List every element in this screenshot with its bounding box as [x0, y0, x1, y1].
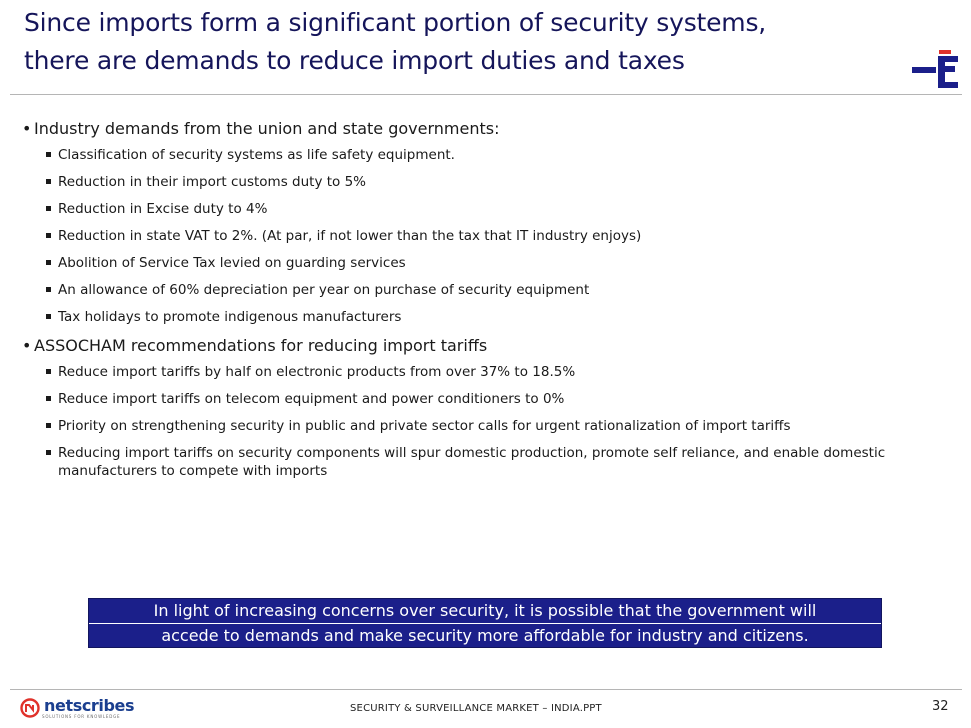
section-heading: • Industry demands from the union and state governments: — [22, 119, 500, 138]
square-bullet-icon — [46, 450, 51, 455]
square-bullet-icon — [46, 396, 51, 401]
document-name: SECURITY & SURVEILLANCE MARKET – INDIA.PPT — [350, 703, 602, 714]
square-bullet-icon — [46, 314, 51, 319]
list-item: Reduce import tariffs by half on electronic products from over 37% to 18.5% — [22, 363, 942, 381]
list-item: Classification of security systems as life safety equipment. — [22, 146, 942, 164]
list-item: Reducing import tariffs on security components will spur domestic production, promote self reliance, and enable domestic manufacturers to compete with imports — [22, 444, 942, 480]
title-line-1: Since imports form a significant portion of security systems, — [24, 8, 767, 37]
square-bullet-icon — [46, 423, 51, 428]
list-item: Tax holidays to promote indigenous manufacturers — [22, 308, 942, 326]
callout-line-1: In light of increasing concerns over security, it is possible that the government will — [153, 601, 817, 620]
callout-line-2: accede to demands and make security more affordable for industry and citizens. — [161, 626, 809, 645]
industry-demands-list — [22, 146, 942, 326]
list-item: Reduction in their import customs duty to 5% — [22, 173, 942, 191]
square-bullet-icon — [46, 179, 51, 184]
square-bullet-icon — [46, 152, 51, 157]
slide-title — [24, 4, 884, 80]
list-item: Reduce import tariffs on telecom equipment and power conditioners to 0% — [22, 390, 942, 408]
title-line-2: there are demands to reduce import duties and taxes — [24, 46, 685, 75]
footer-divider — [10, 689, 962, 690]
square-bullet-icon — [46, 233, 51, 238]
square-bullet-icon — [46, 369, 51, 374]
brand-tagline: SOLUTIONS FOR KNOWLEDGE — [42, 714, 121, 719]
slide-content — [22, 118, 942, 489]
footer-logo — [20, 696, 134, 720]
brand-wordmark: netscribes — [44, 695, 135, 715]
square-bullet-icon — [46, 287, 51, 292]
netscribes-logo-icon — [20, 698, 40, 718]
conclusion-callout — [88, 598, 882, 648]
square-bullet-icon — [46, 260, 51, 265]
list-item: Reduction in state VAT to 2%. (At par, if not lower than the tax that IT industry enjoys) — [22, 227, 942, 245]
square-bullet-icon — [46, 206, 51, 211]
section-heading: • ASSOCHAM recommendations for reducing import tariffs — [22, 336, 488, 355]
list-item: Reduction in Excise duty to 4% — [22, 200, 942, 218]
assocham-recommendations-list — [22, 363, 942, 480]
page-number: 32 — [932, 699, 949, 714]
list-item: An allowance of 60% depreciation per year on purchase of security equipment — [22, 281, 942, 299]
list-item: Abolition of Service Tax levied on guarding services — [22, 254, 942, 272]
netscribes-e-mark-icon — [908, 48, 960, 94]
list-item: Priority on strengthening security in public and private sector calls for urgent rationalization of import tariffs — [22, 417, 942, 435]
title-divider — [10, 94, 962, 95]
